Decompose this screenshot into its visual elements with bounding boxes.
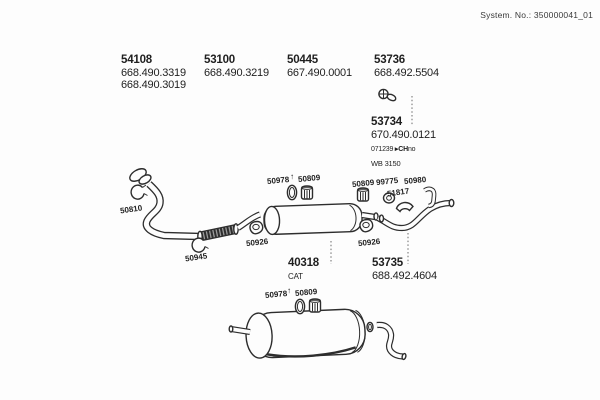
part-label-53100: [204, 54, 269, 79]
callout-50809-mid: 50809: [297, 173, 321, 184]
sleeve-icon-50809-mid: [302, 186, 313, 199]
part-number: 40318: [288, 257, 319, 269]
part-number: 50445: [287, 54, 318, 66]
order-number: 670.490.0121: [371, 128, 436, 141]
middle-muffler-outlet: [362, 213, 378, 220]
wheelbase-note: WB 3150: [371, 158, 401, 168]
part-number: 53100: [204, 54, 235, 66]
callout-50945: 50945: [184, 251, 208, 264]
callout-50926-left: 50926: [245, 236, 269, 249]
catalyst-note: CAT: [288, 271, 303, 281]
callout-99775: 99775: [375, 175, 399, 188]
part-label-54108: [121, 54, 186, 92]
order-number: 668.492.5504: [374, 66, 439, 79]
part-number: 53735: [372, 257, 403, 269]
order-number: 667.490.0001: [287, 66, 352, 79]
gasket-icon-53736: [379, 89, 397, 102]
sleeve-icon-50809-right: [358, 188, 369, 201]
validity-date: 071239: [371, 146, 395, 153]
part-label-40318: [288, 257, 319, 283]
shell-icon-51817: [397, 203, 414, 212]
validity-suffix: no: [407, 146, 416, 153]
callout-50926-right: 50926: [357, 236, 381, 249]
oring-icon-50978-bottom: [295, 299, 304, 313]
callout-50978-mid: 50978: [266, 175, 290, 186]
part-label-53735: [372, 257, 437, 282]
system-number: System. No.: 350000041_01: [480, 10, 593, 20]
part-number: 53734: [371, 116, 402, 128]
hanger-icon-50926-left: [250, 222, 263, 234]
validity-note: [371, 144, 436, 157]
order-number: 668.490.3219: [204, 66, 269, 79]
up-arrow-icon: ↑: [290, 172, 294, 181]
hanger-icon-50926-right: [360, 220, 373, 232]
callout-50810: 50810: [119, 203, 143, 216]
callout-50980: 50980: [403, 175, 427, 186]
callout-50809-right: 50809: [351, 177, 375, 190]
part-label-53734: [371, 116, 436, 170]
part-number: 54108: [121, 54, 152, 66]
part-label-50445: [287, 54, 352, 79]
center-pipe: [378, 200, 454, 229]
oring-icon-50978-mid: [287, 185, 296, 199]
country-code: ▸CH: [394, 146, 408, 153]
order-number: 668.490.3319: [121, 66, 186, 79]
middle-muffler: [264, 203, 363, 234]
part-number: 53736: [374, 54, 405, 66]
rear-muffler: [245, 308, 366, 358]
tailpipe: [377, 325, 407, 360]
tailpipe-connector-ring: [367, 322, 373, 331]
sleeve-icon-50809-bottom: [310, 299, 321, 312]
callout-50978-bottom: 50978: [264, 289, 288, 300]
clamp-icon-50810: [131, 185, 147, 199]
order-number: 668.490.3019: [121, 79, 186, 91]
part-label-53736: [374, 54, 439, 79]
callout-51817: 51817: [386, 186, 410, 199]
hanger-icon-50980: [425, 189, 435, 206]
order-number: 688.492.4604: [372, 269, 437, 282]
up-arrow-icon: ↑: [287, 286, 291, 295]
flex-pipe-section: [198, 224, 238, 242]
front-pipe: [128, 166, 200, 236]
callout-50809-bottom: 50809: [294, 287, 318, 298]
